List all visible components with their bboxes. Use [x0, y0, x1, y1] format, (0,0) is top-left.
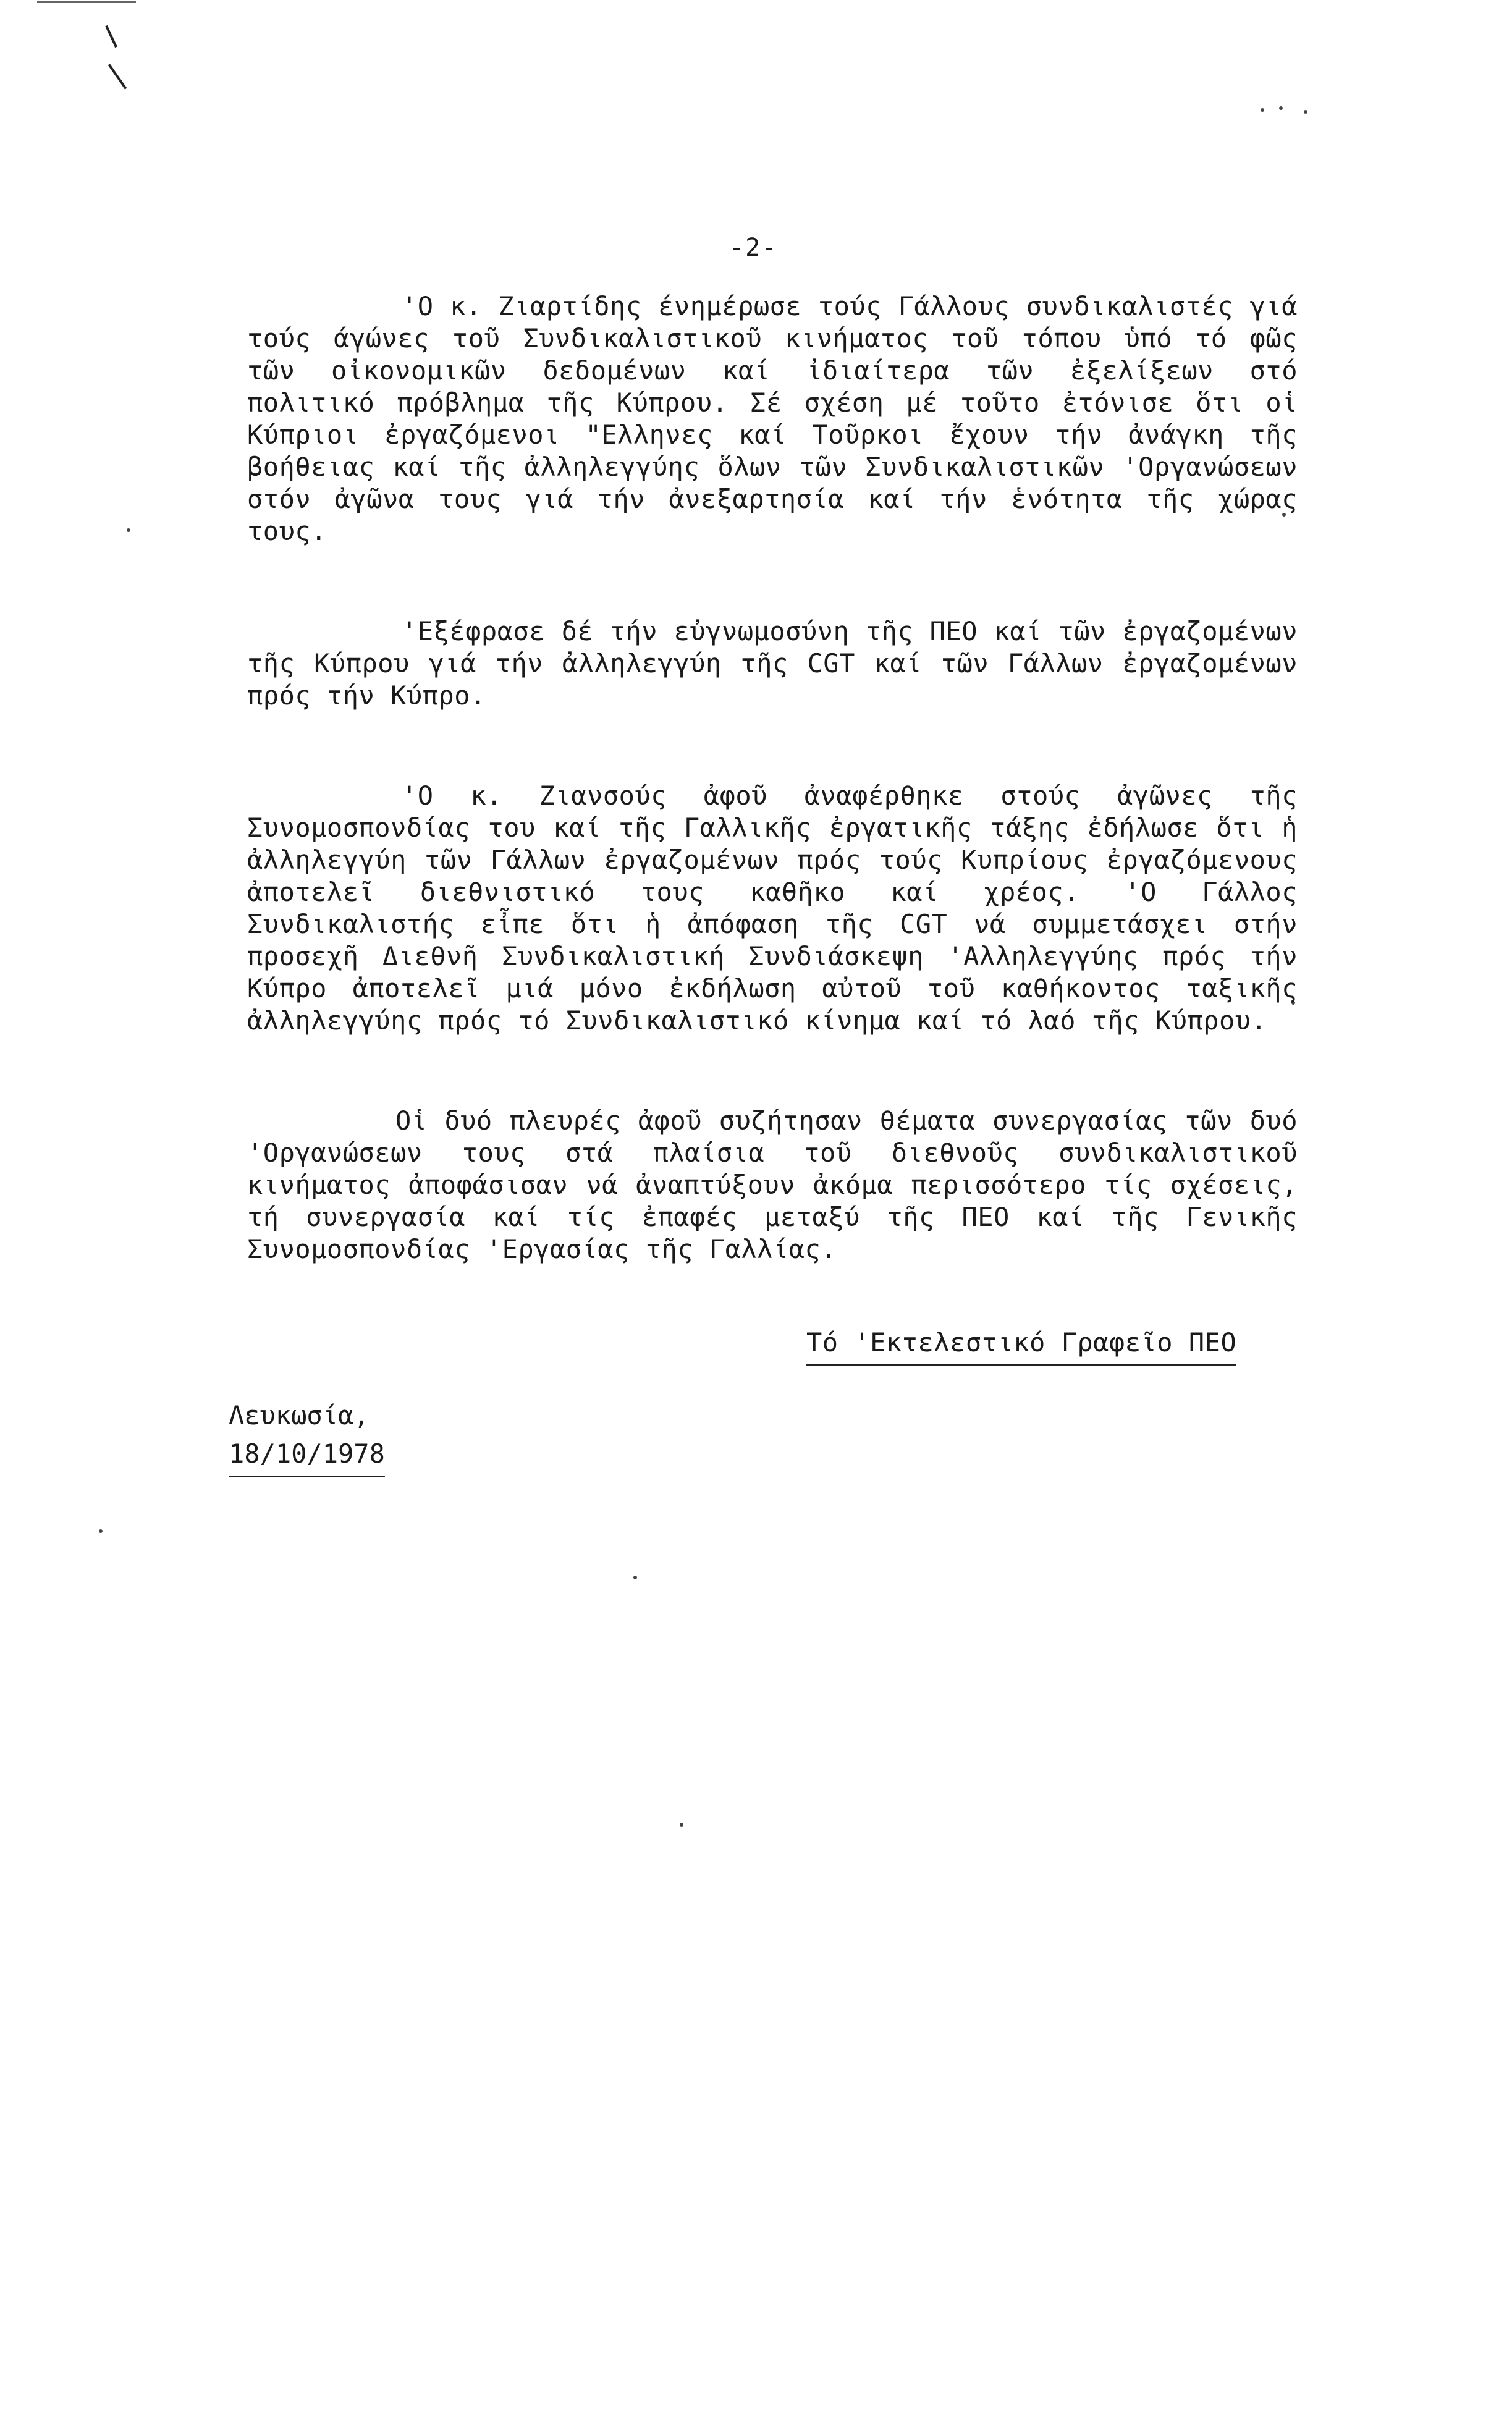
paragraph: 'Ο κ. Ζιαρτίδης ένημέρωσε τούς Γάλλους συνδικαλιστές γιά τούς άγώνες τοῦ Συνδικαλιστικοῦ κινήματος τοῦ τόπου ὑπό τό φῶς τῶν οἰκονομικῶν δεδομένων καί ἰδιαίτερα τῶν ἐξελίξεων στό πολιτικό πρόβλημα τῆς Κύπρου. Σέ σχέση μέ τοῦτο ἐτόνισε ὅτι οἱ Κύπριοι ἐργαζόμενοι "Ελληνες καί Τοῦρκοι ἔχουν τήν ἀνάγκη τῆς βοήθειας καί τῆς ἀλληλεγγύης ὅλων τῶν Συνδικαλιστικῶν 'Οργανώσεων στόν ἀγῶνα τους γιά τήν ἀνεξαρτησία καί τήν ἑνότητα τῆς χώρας τους. [247, 291, 1298, 546]
scan-mark [105, 25, 117, 48]
date: 18/10/1978 [229, 1435, 385, 1477]
scan-speck [1304, 110, 1307, 114]
scan-speck [633, 1576, 637, 1579]
scan-speck [127, 528, 130, 532]
signature-line: Τό 'Εκτελεστικό Γραφεῖο ΠΕΟ [806, 1327, 1236, 1366]
page-number: -2- [729, 234, 778, 262]
place: Λευκωσία, [229, 1400, 370, 1430]
scan-mark [37, 1, 136, 3]
paragraph: Οἱ δυό πλευρές ἀφοῦ συζήτησαν θέματα συνεργασίας τῶν δυό 'Οργανώσεων τους στά πλαίσια τοῦ διεθνοῦς συνδικαλιστικοῦ κινήματος ἀποφάσισαν νά ἀναπτύξουν ἀκόμα περισσότερο τίς σχέσεις, τή συνεργασία καί τίς ἐπαφές μεταξύ τῆς ΠΕΟ καί τῆς Γενικῆς Συνομοσπονδίας 'Εργασίας τῆς Γαλλίας. [247, 1105, 1298, 1264]
scan-speck [680, 1823, 683, 1827]
scan-mark [108, 64, 127, 90]
letter-body [247, 290, 1298, 1333]
scan-speck [1261, 108, 1264, 112]
scan-speck [1279, 106, 1283, 110]
place-date-block [229, 1396, 385, 1477]
scan-speck [99, 1529, 103, 1533]
paragraph: 'Ο κ. Ζιανσούς ἀφοῦ ἀναφέρθηκε στούς ἀγῶνες τῆς Συνομοσπονδίας του καί τῆς Γαλλικῆς ἐργατικῆς τάξης ἐδήλωσε ὅτι ἡ ἀλληλεγγύη τῶν Γάλλων ἐργαζομένων πρός τούς Κυπρίους ἐργαζόμενους ἀποτελεῖ διεθνιστικό τους καθῆκο καί χρέος. 'Ο Γάλλος Συνδικαλιστής εἶπε ὅτι ἡ ἀπόφαση τῆς CGT νά συμμετάσχει στήν προσεχῆ Διεθνῆ Συνδικαλιστική Συνδιάσκεψη 'Αλληλεγγύης πρός τήν Κύπρο ἀποτελεῖ μιά μόνο ἐκδήλωση αὐτοῦ τοῦ καθήκοντος ταξικῆς ἀλληλεγγύης πρός τό Συνδικαλιστικό κίνημα καί τό λαό τῆς Κύπρου. [247, 780, 1298, 1036]
paragraph: 'Εξέφρασε δέ τήν εὐγνωμοσύνη τῆς ΠΕΟ καί τῶν ἐργαζομένων τῆς Κύπρου γιά τήν ἀλληλεγγύη τῆς CGT καί τῶν Γάλλων ἐργαζομένων πρός τήν Κύπρο. [247, 616, 1298, 711]
